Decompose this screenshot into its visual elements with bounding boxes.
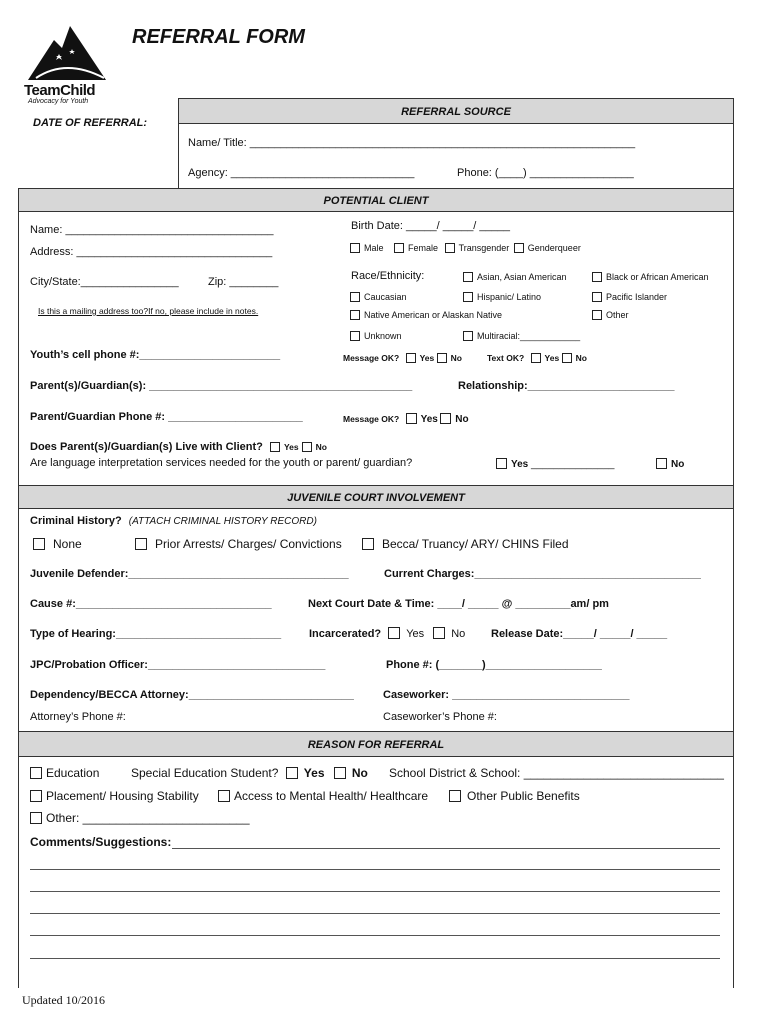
parent-message-ok: Message OK? Yes No: [343, 414, 469, 425]
interp-yes-checkbox[interactable]: [496, 458, 507, 469]
special-ed-yes-checkbox[interactable]: [286, 767, 298, 779]
next-court-date-field[interactable]: Next Court Date & Time: ____/ _____ @ _________am/ pm: [308, 598, 609, 610]
school-field[interactable]: School District & School: ______________________________: [389, 766, 724, 780]
incarcerated-yes-checkbox[interactable]: [388, 627, 400, 639]
gender-male[interactable]: Male: [350, 243, 384, 253]
live-no-checkbox[interactable]: [302, 442, 312, 452]
current-charges-field[interactable]: Current Charges:_____________________________________: [384, 568, 701, 580]
reason-education[interactable]: Education: [30, 766, 99, 780]
male-checkbox[interactable]: [350, 243, 360, 253]
comments-line[interactable]: [30, 891, 720, 892]
reason-other-benefits[interactable]: Other Public Benefits: [449, 789, 580, 803]
comments-label: Comments/Suggestions:: [30, 835, 172, 849]
youth-text-ok: Text OK? Yes No: [487, 353, 587, 363]
text-yes-checkbox[interactable]: [531, 353, 541, 363]
gender-transgender[interactable]: Transgender: [445, 243, 510, 253]
unknown-checkbox[interactable]: [350, 331, 360, 341]
date-of-referral-label: DATE OF REFERRAL:: [33, 117, 148, 129]
youth-message-yes-checkbox[interactable]: [406, 353, 416, 363]
interp-no-checkbox[interactable]: [656, 458, 667, 469]
logo: [24, 20, 114, 106]
comments-line[interactable]: [30, 935, 720, 936]
live-yes-checkbox[interactable]: [270, 442, 280, 452]
phone-field[interactable]: Phone: (____) _________________: [457, 167, 634, 179]
caucasian-checkbox[interactable]: [350, 292, 360, 302]
special-ed-no-checkbox[interactable]: [334, 767, 346, 779]
logo-name: TeamChild: [24, 82, 96, 99]
race-pacific[interactable]: Pacific Islander: [592, 292, 667, 302]
parent-phone-field[interactable]: Parent/Guardian Phone #: ______________________: [30, 411, 303, 423]
parent-message-yes-checkbox[interactable]: [406, 413, 417, 424]
prior-arrests-checkbox[interactable]: [135, 538, 147, 550]
other-race-checkbox[interactable]: [592, 310, 602, 320]
reason-mental-health[interactable]: Access to Mental Health/ Healthcare: [218, 789, 428, 803]
gender-options: [350, 243, 581, 253]
none-checkbox[interactable]: [33, 538, 45, 550]
placement-checkbox[interactable]: [30, 790, 42, 802]
jpc-field[interactable]: JPC/Probation Officer:_____________________________: [30, 659, 326, 671]
birth-date-field[interactable]: Birth Date: _____/ _____/ _____: [351, 220, 511, 232]
potential-client-header: POTENTIAL CLIENT: [18, 188, 734, 212]
cause-field[interactable]: Cause #:________________________________: [30, 598, 272, 610]
jpc-phone-field[interactable]: Phone #: (_______)___________________: [386, 659, 602, 671]
agency-field[interactable]: Agency: ______________________________: [188, 167, 415, 179]
mental-health-checkbox[interactable]: [218, 790, 230, 802]
history-prior-arrests[interactable]: Prior Arrests/ Charges/ Convictions: [135, 537, 342, 551]
youth-message-no-checkbox[interactable]: [437, 353, 447, 363]
history-becca[interactable]: Becca/ Truancy/ ARY/ CHINS Filed: [362, 537, 569, 551]
comments-line[interactable]: [30, 958, 720, 959]
attorney-phone-label[interactable]: Attorney’s Phone #:: [30, 711, 126, 723]
race-unknown[interactable]: Unknown: [350, 331, 402, 341]
hearing-type-field[interactable]: Type of Hearing:___________________________: [30, 628, 282, 640]
text-no-checkbox[interactable]: [562, 353, 572, 363]
race-native[interactable]: Native American or Alaskan Native: [350, 310, 502, 320]
release-date-field[interactable]: Release Date:_____/ _____/ _____: [491, 628, 668, 640]
gender-female[interactable]: Female: [394, 243, 438, 253]
live-with-client: Does Parent(s)/Guardian(s) Live with Client? Yes No: [30, 441, 327, 453]
asian-checkbox[interactable]: [463, 272, 473, 282]
transgender-checkbox[interactable]: [445, 243, 455, 253]
black-checkbox[interactable]: [592, 272, 602, 282]
mountain-logo-icon: [26, 20, 108, 82]
referral-source-header: REFERRAL SOURCE: [178, 98, 734, 124]
multiracial-checkbox[interactable]: [463, 331, 473, 341]
other-benefits-checkbox[interactable]: [449, 790, 461, 802]
client-name-field[interactable]: Name: __________________________________: [30, 224, 274, 236]
juvenile-defender-field[interactable]: Juvenile Defender:____________________________________: [30, 568, 349, 580]
incarcerated: Incarcerated? Yes No: [309, 628, 466, 640]
native-american-checkbox[interactable]: [350, 310, 360, 320]
other-checkbox[interactable]: [30, 812, 42, 824]
comments-line[interactable]: [172, 848, 720, 849]
gender-genderqueer[interactable]: Genderqueer: [514, 243, 581, 253]
comments-line[interactable]: [30, 913, 720, 914]
client-address-field[interactable]: Address: ________________________________: [30, 246, 273, 258]
interpretation-question: Are language interpretation services needed for the youth or parent/ guardian?: [30, 457, 413, 469]
becca-checkbox[interactable]: [362, 538, 374, 550]
parent-message-no-checkbox[interactable]: [440, 413, 451, 424]
race-hispanic[interactable]: Hispanic/ Latino: [463, 292, 541, 302]
dependency-attorney-field[interactable]: Dependency/BECCA Attorney:___________________________: [30, 689, 354, 701]
history-none[interactable]: None: [33, 537, 82, 551]
city-state-field[interactable]: City/State:________________: [30, 276, 179, 288]
juvenile-court-header: JUVENILE COURT INVOLVEMENT: [18, 485, 734, 509]
race-multiracial[interactable]: Multiracial:____________: [463, 331, 580, 341]
page-title: REFERRAL FORM: [132, 26, 305, 48]
special-education: Special Education Student? Yes No: [131, 766, 368, 780]
zip-field[interactable]: Zip: ________: [208, 276, 279, 288]
race-caucasian[interactable]: Caucasian: [350, 292, 407, 302]
reason-placement[interactable]: Placement/ Housing Stability: [30, 789, 199, 803]
comments-line[interactable]: [30, 869, 720, 870]
pacific-islander-checkbox[interactable]: [592, 292, 602, 302]
interpretation-no[interactable]: No: [656, 458, 684, 470]
interpretation-yes[interactable]: Yes _______________: [496, 458, 614, 470]
caseworker-field[interactable]: Caseworker: _____________________________: [383, 689, 630, 701]
criminal-history: Criminal History? (ATTACH CRIMINAL HISTORY RECORD): [30, 515, 317, 527]
race-asian[interactable]: Asian, Asian American: [463, 272, 567, 282]
logo-tagline: Advocacy for Youth: [28, 98, 89, 105]
genderqueer-checkbox[interactable]: [514, 243, 524, 253]
parents-field[interactable]: Parent(s)/Guardian(s): ___________________________________________: [30, 380, 413, 392]
mailing-address-note: Is this a mailing address too?If no, please include in notes.: [38, 306, 259, 316]
race-other[interactable]: Other: [592, 310, 629, 320]
caseworker-phone-label[interactable]: Caseworker’s Phone #:: [383, 711, 497, 723]
race-label: Race/Ethnicity:: [351, 270, 425, 282]
youth-phone-field[interactable]: Youth’s cell phone #:_______________________: [30, 349, 281, 361]
reason-header: REASON FOR REFERRAL: [18, 731, 734, 757]
relationship-field[interactable]: Relationship:________________________: [458, 380, 675, 392]
youth-message-ok: Message OK? Yes No: [343, 353, 462, 363]
hispanic-checkbox[interactable]: [463, 292, 473, 302]
name-title-field[interactable]: Name/ Title: _______________________________________________________________: [188, 137, 636, 149]
education-checkbox[interactable]: [30, 767, 42, 779]
female-checkbox[interactable]: [394, 243, 404, 253]
footer-updated: Updated 10/2016: [22, 993, 105, 1007]
reason-other[interactable]: Other: _________________________: [30, 811, 250, 825]
race-black[interactable]: Black or African American: [592, 272, 709, 282]
incarcerated-no-checkbox[interactable]: [433, 627, 445, 639]
